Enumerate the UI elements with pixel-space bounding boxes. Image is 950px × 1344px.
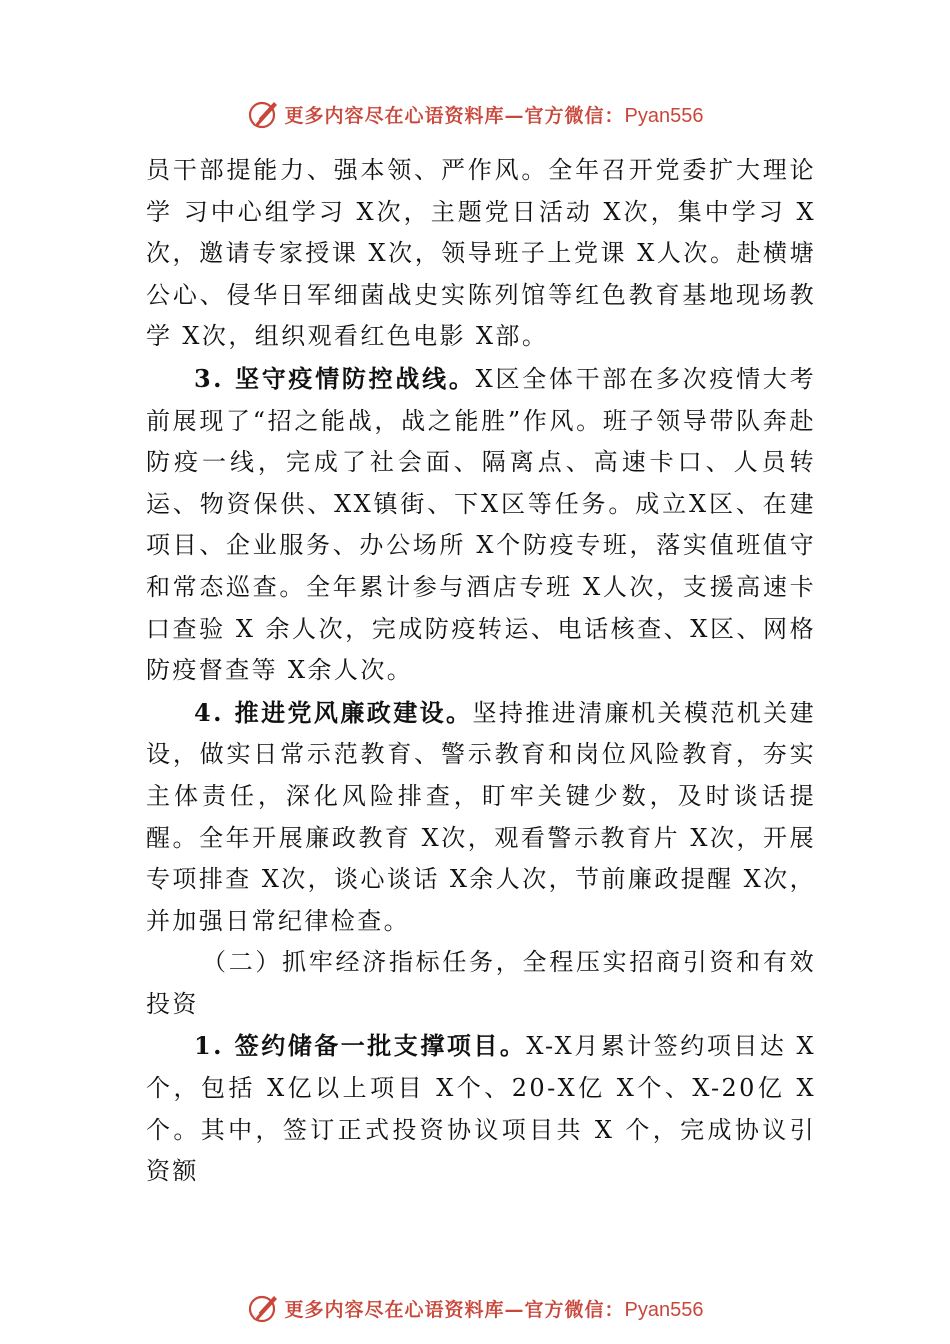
- wechat-handle: Pyan556: [624, 1298, 704, 1321]
- section-heading: （二）抓牢经济指标任务，全程压实招商引资和有效投资: [146, 948, 816, 1018]
- document-body: [146, 150, 816, 1193]
- paragraph-heading: 4. 推进党风廉政建设。: [194, 697, 473, 727]
- wechat-handle: Pyan556: [624, 104, 704, 127]
- watermark-text: 更多内容尽在心语资料库—官方微信：Pyan556: [284, 104, 704, 127]
- watermark-banner-top: [0, 94, 950, 134]
- paragraph: [146, 692, 816, 943]
- paragraph-text: X区全体干部在多次疫情大考前展现了“招之能战，战之能胜”作风。班子领导带队奔赴防疫一线，完成了社会面、隔离点、高速卡口、人员转运、物资保供、XX镇街、下X区等任务。成立X区、在建项目、企业服务、办公场所 X个防疫专班，落实值班值守和常态巡查。全年累计参与酒店专班 X人次，支援高速卡口查验 X 余人次，完成防疫转运、电话核查、X区、网格防疫督查等 X余人次。: [146, 364, 816, 685]
- paragraph: [146, 358, 816, 692]
- paragraph: 员干部提能力、强本领、严作风。全年召开党委扩大理论学 习中心组学习 X次，主题党日活动 X次，集中学习 X次，邀请专家授课 X次，领导班子上党课 X人次。赴横塘公心、侵华日军细菌战史实陈列馆等红色教育基地现场教学 X次，组织观看红色电影 X部。: [146, 156, 816, 351]
- paragraph-heading: 1. 签约储备一批支撑项目。: [194, 1031, 527, 1061]
- pen-quill-logo-icon: [247, 97, 281, 131]
- watermark-text: 更多内容尽在心语资料库—官方微信：Pyan556: [284, 1298, 704, 1321]
- paragraph-text: 坚持推进清廉机关模范机关建设，做实日常示范教育、警示教育和岗位风险教育，夯实主体责任，深化风险排查，盯牢关键少数，及时谈话提醒。全年开展廉政教育 X次，观看警示教育片 X次，开展专项排查 X次，谈心谈话 X余人次，节前廉政提醒 X次，并加强日常纪律检查。: [146, 698, 816, 935]
- watermark-banner-bottom: [0, 1288, 950, 1328]
- paragraph-text: X-X月累计签约项目达 X个，包括 X亿以上项目 X个、20-X亿 X个、X-20亿 X个。其中，签订正式投资协议项目共 X 个，完成协议引资额: [146, 1032, 816, 1186]
- paragraph: [146, 1025, 816, 1192]
- paragraph-heading: 3. 坚守疫情防控战线。: [194, 363, 476, 393]
- pen-quill-logo-icon: [247, 1291, 281, 1325]
